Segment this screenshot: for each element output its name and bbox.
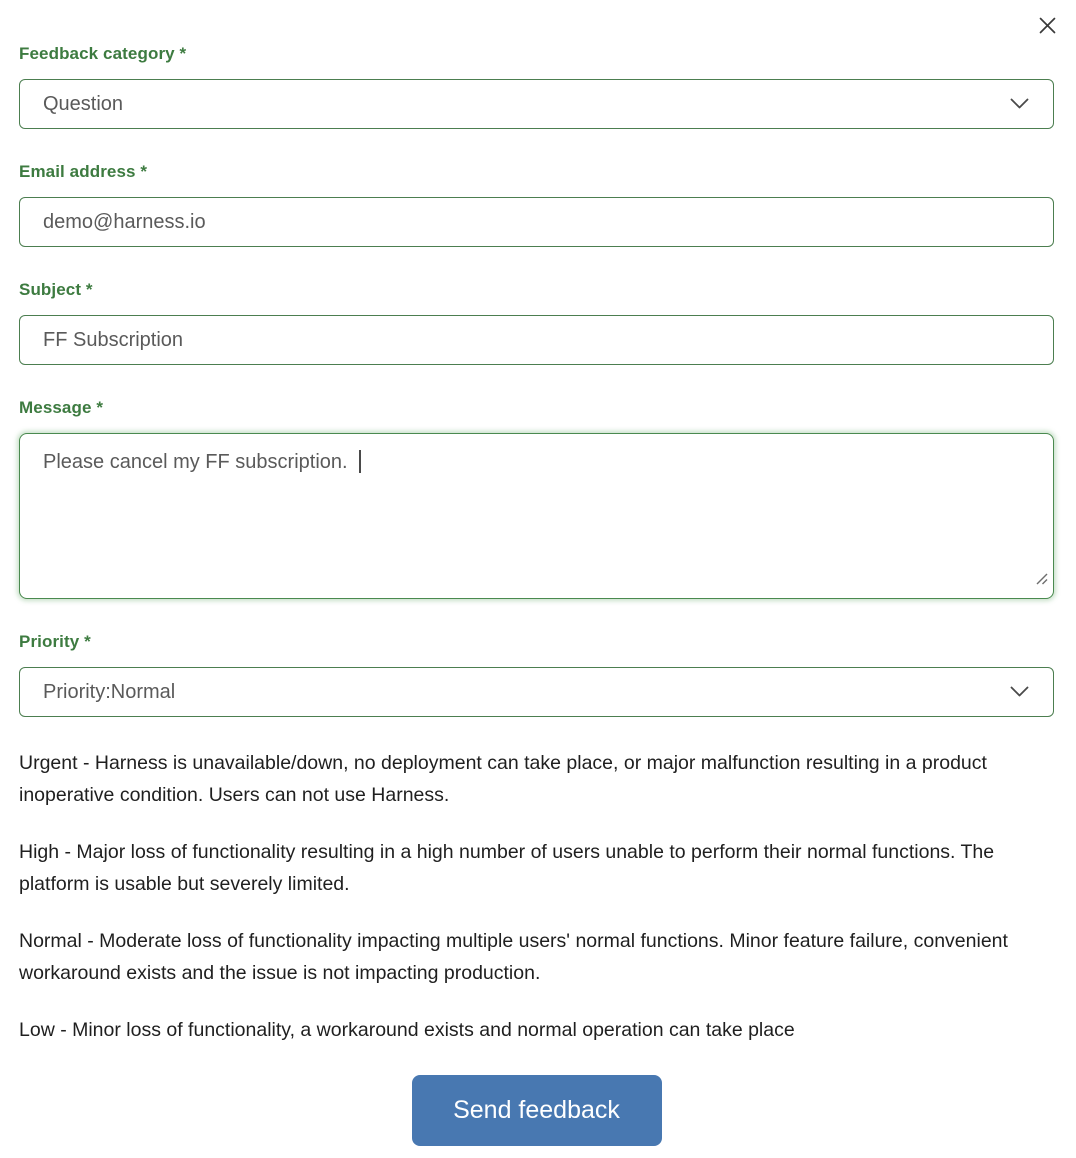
text-cursor — [359, 450, 361, 473]
chevron-down-icon — [1010, 98, 1029, 110]
message-textarea[interactable] — [19, 433, 1054, 599]
close-button[interactable] — [1034, 12, 1060, 38]
email-field[interactable] — [19, 197, 1054, 247]
subject-label: Subject * — [19, 280, 93, 299]
priority-select[interactable] — [19, 667, 1054, 717]
message-group — [19, 398, 1054, 599]
priority-group — [19, 632, 1054, 717]
priority-descriptions — [19, 747, 1054, 1046]
feedback-category-group — [19, 44, 1054, 129]
priority-description-high: High - Major loss of functionality resulting in a high number of users unable to perform their normal functions. The platform is usable but severely limited. — [19, 841, 995, 895]
priority-description-urgent: Urgent - Harness is unavailable/down, no deployment can take place, or major malfunction resulting in a product inoperative condition. Users can not use Harness. — [19, 752, 987, 806]
submit-row — [19, 1075, 1054, 1146]
priority-description-normal: Normal - Moderate loss of functionality impacting multiple users' normal functions. Minor feature failure, convenient workaround exists and the issue is not impacting production. — [19, 930, 1008, 984]
priority-description-low: Low - Minor loss of functionality, a workaround exists and normal operation can take place — [19, 1019, 795, 1041]
close-icon — [1037, 15, 1058, 36]
priority-value: Priority:Normal — [43, 680, 176, 703]
chevron-down-icon — [1010, 686, 1029, 698]
resize-handle-icon[interactable] — [1035, 565, 1048, 593]
feedback-category-label: Feedback category * — [19, 44, 187, 63]
email-group — [19, 162, 1054, 247]
message-text: Please cancel my FF subscription. — [43, 451, 354, 473]
subject-field[interactable] — [19, 315, 1054, 365]
feedback-category-value: Question — [43, 92, 124, 115]
email-label: Email address * — [19, 162, 148, 181]
priority-label: Priority * — [19, 632, 91, 651]
feedback-category-select[interactable] — [19, 79, 1054, 129]
message-label: Message * — [19, 398, 104, 417]
send-feedback-button[interactable]: Send feedback — [412, 1075, 662, 1146]
subject-group — [19, 280, 1054, 365]
